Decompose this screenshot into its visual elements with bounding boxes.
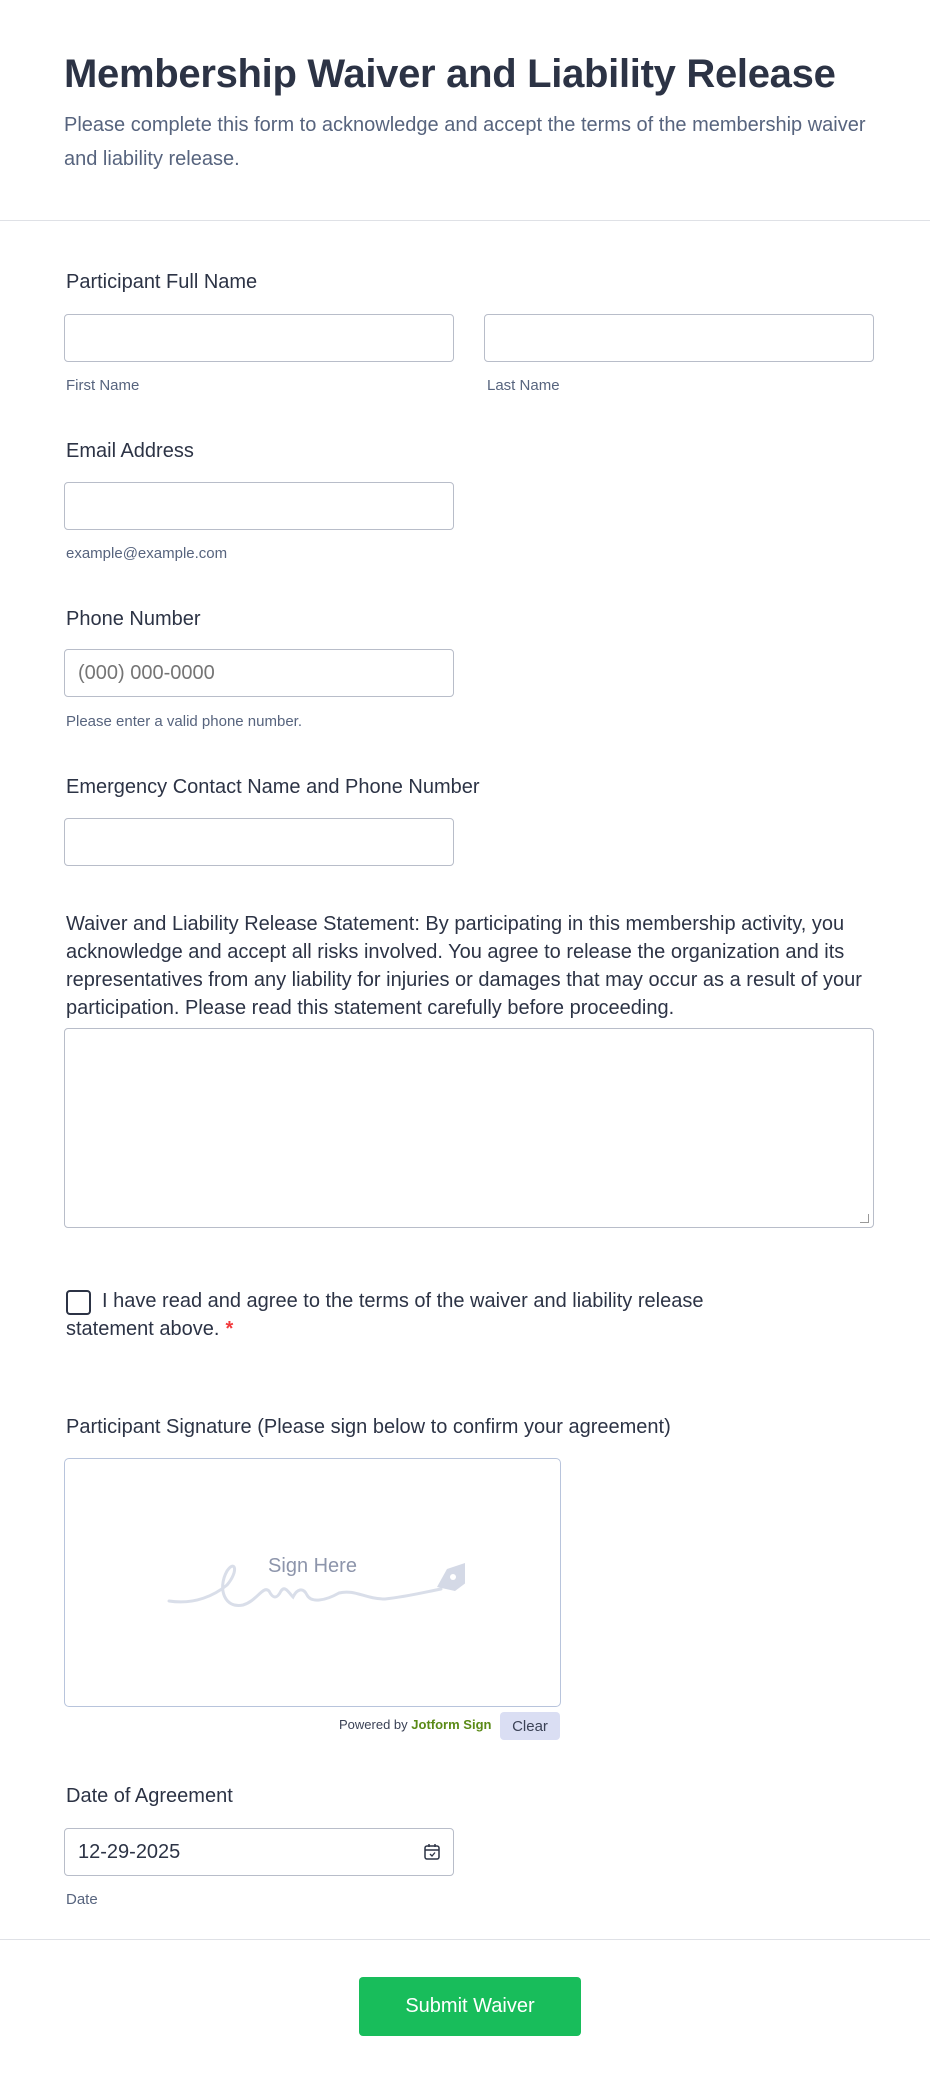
date-label: Date of Agreement	[66, 1785, 233, 1807]
signature-pad[interactable]	[64, 1458, 561, 1707]
submit-waiver-button[interactable]: Submit Waiver	[359, 1977, 581, 2036]
emergency-contact-input[interactable]	[64, 818, 454, 866]
resize-handle-icon[interactable]	[860, 1214, 869, 1223]
phone-label: Phone Number	[66, 608, 201, 630]
first-name-input[interactable]	[64, 314, 454, 362]
emergency-contact-label: Emergency Contact Name and Phone Number	[66, 776, 480, 798]
powered-by-text: Powered by	[339, 1717, 408, 1732]
waiver-textarea[interactable]	[64, 1028, 874, 1228]
phone-sublabel: Please enter a valid phone number.	[66, 713, 302, 730]
email-input[interactable]	[64, 482, 454, 530]
full-name-label: Participant Full Name	[66, 271, 258, 293]
signature-label: Participant Signature (Please sign below to confirm your agreement)	[66, 1416, 671, 1438]
clear-signature-button[interactable]: Clear	[500, 1712, 560, 1740]
last-name-sublabel: Last Name	[487, 377, 560, 394]
sign-here-text: Sign Here	[268, 1555, 357, 1577]
date-value: 12-29-2025	[78, 1841, 181, 1863]
email-sublabel: example@example.com	[66, 545, 228, 562]
email-label: Email Address	[66, 440, 194, 462]
agree-text: I have read and agree to the terms of the waiver and liability release statement above.	[66, 1290, 704, 1340]
required-mark: *	[225, 1318, 234, 1340]
phone-input[interactable]	[64, 649, 454, 697]
agree-label	[66, 1287, 786, 1343]
jotform-sign-link[interactable]: Jotform Sign	[411, 1717, 492, 1732]
waiver-statement-label: Waiver and Liability Release Statement: By participating in this membership activity, you acknowledge and accept all risks involved. You agree to release the organization and its representatives from any liability for injuries or damages that may occur as a result of your participation. Please read this statement carefully before proceeding.	[66, 913, 862, 1019]
last-name-input[interactable]	[484, 314, 874, 362]
form-subtitle: Please complete this form to acknowledge and accept the terms of the membership waiver and liability release.	[64, 114, 866, 170]
date-input[interactable]	[64, 1828, 454, 1876]
footer-divider	[0, 1939, 930, 1940]
form-title: Membership Waiver and Liability Release	[64, 52, 836, 96]
signature-scribble-icon	[165, 1549, 465, 1629]
calendar-icon[interactable]	[423, 1843, 441, 1861]
header-divider	[0, 220, 930, 221]
first-name-sublabel: First Name	[66, 377, 140, 394]
powered-by	[339, 1717, 491, 1732]
date-sublabel: Date	[66, 1891, 98, 1908]
